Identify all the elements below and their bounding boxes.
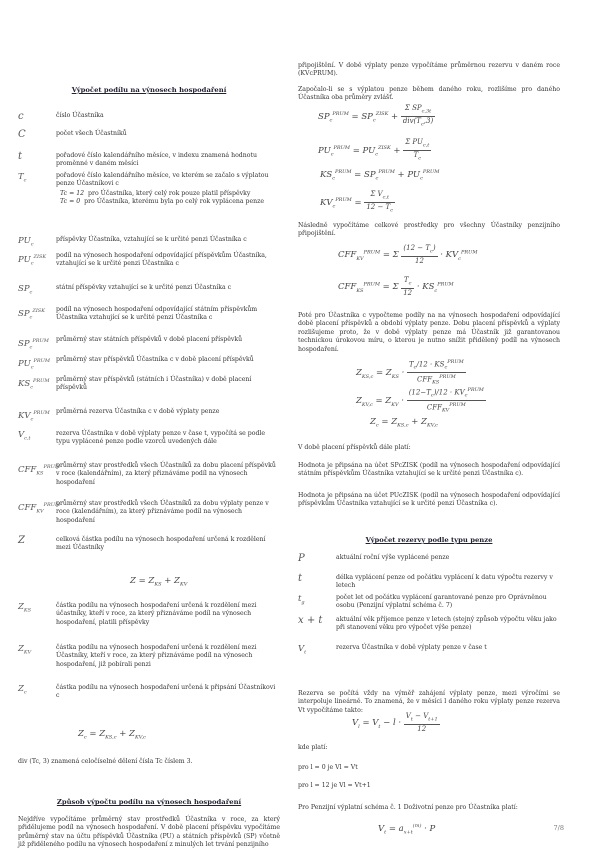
symbol: $PU_c$ (18, 236, 34, 248)
symbol: $CFF_{KV}^{PRUM}$ (18, 502, 61, 515)
symbol: $KS_c^{PRUM}$ (18, 378, 50, 391)
symbol-description: částka podílu na výnosech hospodaření určená k rozdělení mezi Účastníky, kteří v roce, za který přiznáváme podíl na výnosech hospodaření, již pobírali penzi (56, 644, 257, 668)
paragraph: připojištění. V době výplaty penze vypočítáme průměrnou rezervu v daném roce (KVcPRUM). (298, 62, 560, 78)
symbol: x + t (298, 615, 323, 626)
symbol: $t_g$ (298, 594, 305, 606)
paragraph: Následně vypočítáme celkové prostředky pro všechny Účastníky penzijního připojištění. (298, 222, 560, 238)
equation-cff-ks: $CFF_{KS}^{PRUM} = \Sigma$ $\frac{T_c}{12}$ · $KS_c^{PRUM}$ (338, 276, 454, 297)
symbol: $SP_c^{PRUM}$ (18, 338, 49, 351)
symbol: $SP_c^{ZISK}$ (18, 308, 45, 321)
page-number: 7/8 (553, 824, 564, 832)
symbol-description: celková částka podílu na výnosech hospodaření určená k rozdělení mezi Účastníky (56, 536, 266, 552)
symbol: $T_c$ (18, 172, 27, 184)
equation-zks-c: $Z_{KS,c} = Z_{KS}$ · $\frac{T_c/12 \cdot KS_c^{PRUM}}{CFF_{KS}^{PRUM}}$ (356, 359, 464, 386)
section-title-vypocet-podilu: Výpočet podílu na výnosech hospodaření (71, 86, 227, 94)
symbol-description: státní příspěvky vztahující se k určité penzi Účastníka c (56, 284, 232, 291)
symbol-description: pořadové číslo kalendářního měsíce, ve kterém se začalo s výplatou penze Účastníkovi c (56, 172, 269, 188)
tc-case: Tc = 0 pro Účastníka, kterému byla po celý rok vyplácena penze (60, 198, 265, 206)
hodnota-paragraph: Hodnota je připsána na účet SPcZISK (podíl na výnosech hospodaření odpovídající státním příspěvkům Účastníka vztahující se k určité penzi Účastníka c). (298, 462, 560, 478)
symbol-description: aktuální věk příjemce penze v letech (stejný způsob výpočtu věku jako při stanovení věku pro výpočet výše penze) (336, 616, 557, 632)
tc-cases (60, 190, 280, 207)
hodnota-paragraph: Hodnota je připsána na účet PUcZISK (podíl na výnosech hospodaření odpovídající příspěvkům Účastníka vztahující se k určité penzi Účastníka c). (298, 492, 560, 508)
div-note: div (Tc, 3) znamená celočíselné dělení čísla Tc číslem 3. (18, 758, 193, 765)
symbol: $Z_c$ (18, 684, 27, 696)
symbol: P (298, 553, 305, 564)
equation-vl: $V_l = V_t - l$ · $\frac{V_t - V_{t+1}}{12}$ (352, 712, 438, 733)
symbol-description: počet let od počátku vyplácení garantované penze pro Oprávněnou osobu (Penzijní výplatní schéma č. 7) (336, 594, 547, 610)
symbol: t (18, 151, 23, 162)
kde-label: kde platí: (298, 744, 328, 751)
symbol: Z (18, 535, 25, 546)
equation-cff-kv: $CFF_{KV}^{PRUM} = \Sigma$ $\frac{(12 - T_c)}{12}$ · $KV_c^{PRUM}$ (338, 244, 478, 265)
equation-vt: $V_t = a_{x+t}^{(m)} \cdot P$ (378, 823, 436, 836)
symbol-description: příspěvky Účastníka, vztahující se k určité penzi Účastníka c (56, 236, 247, 243)
case-line: pro l = 12 je Vl = Vt+1 (298, 782, 371, 789)
symbol-description: průměrný stav příspěvků (státních i Účastníka) v době placení příspěvků (56, 376, 252, 392)
equation-z: $Z = Z_{KS} + Z_{KV}$ (130, 576, 188, 588)
symbol-description: průměrná rezerva Účastníka c v době výplaty penze (56, 408, 220, 415)
symbol-description: průměrný stav prostředků všech Účastníků za dobu výplaty penze v roce (kalendářním), za který přiznáváme podíl na výnosech hospodaření (56, 500, 269, 524)
symbol: $Z_{KS}$ (18, 602, 32, 614)
symbol: $SP_c$ (18, 284, 33, 296)
symbol: c (18, 111, 24, 122)
paragraph: Rezerva se počítá vždy na výměř zahájení výplaty penze, mezi výročími se interpoluje lineárně. To znamená, že v měsíci l daného roku výplaty penze rezerva Vt vypočítáme takto: (298, 690, 560, 714)
symbol: $PU_c^{PRUM}$ (18, 358, 51, 371)
symbol-description: podíl na výnosech hospodaření odpovídající příspěvkům Účastníka, vztahující se k určité penzi Účastníka c (56, 252, 267, 268)
equation-pu: $PU_c^{PRUM} = PU_c^{ZISK}$ + $\frac{\Sigma PU_{c,t}}{T_c}$ (318, 138, 430, 162)
symbol: t (298, 573, 303, 584)
symbol: $CFF_{KS}^{PRUM}$ (18, 464, 60, 477)
equation-zc-sum: $Z_c = Z_{KS,c} + Z_{KV,c}$ (370, 417, 438, 429)
intro-paragraph: Nejdříve vypočítáme průměrný stav prostředků Účastníka v roce, za který přidělujeme podíl na výnosech hospodaření. V době placení příspěvku vypočítáme průměrný stav na účtu příspěvků Účastníka (PU) a státních příspěvků (SP) včetně již přiděleného podílu na výnosech hospodaření z minulých let trvání penzijního (18, 816, 280, 849)
symbol: $V_t$ (298, 644, 307, 656)
symbol-description: částka podílu na výnosech hospodaření určená k rozdělení mezi účastníky, kteří v roce, za který přiznáváme podíl na výnosech hospodaření, platili příspěvky (56, 602, 257, 626)
symbol-description: rezerva Účastníka v době výplaty penze v čase t (336, 644, 487, 651)
symbol-description: průměrný stav prostředků všech Účastníků za dobu placení příspěvků v roce (kalendářním), za který přiznáváme podíl na výnosech hospodaření (56, 462, 276, 486)
symbol-description: délka vyplácení penze od počátku vyplácení k datu výpočtu rezervy v letech (336, 574, 553, 590)
section-title-vypocet-rezervy: Výpočet rezervy podle typu penze (365, 536, 493, 544)
equation-zc: $Z_c = Z_{KS,c} + Z_{KV,c}$ (78, 729, 146, 741)
tc-case: Tc = 12 pro Účastníka, který celý rok pouze platil příspěvky (60, 190, 251, 197)
symbol-description: počet všech Účastníků (56, 130, 127, 137)
symbol: $KV_c^{PRUM}$ (18, 410, 50, 423)
symbol-description: rezerva Účastníka v době výplaty penze v čase t, vypočítá se podle typu vyplácené penze podle vzorců uvedených dále (56, 430, 266, 446)
symbol-description: průměrný stav státních příspěvků v době placení příspěvků (56, 336, 243, 343)
symbol-description: průměrný stav příspěvků Účastníka c v době placení příspěvků (56, 356, 254, 363)
symbol-description: částka podílu na výnosech hospodaření určená k připsání Účastníkovi c (56, 684, 276, 700)
symbol-description: pořadové číslo kalendářního měsíce, v indexu znamená hodnotu proměnné v daném měsíci (56, 152, 257, 168)
section-title-zpusob-vypoctu: Způsob výpočtu podílu na výnosech hospodaření (56, 798, 242, 806)
equation-kv: $KV_c^{PRUM}$ = $\frac{\Sigma V_{c,t}}{12 - T_c}$ (320, 190, 394, 214)
symbol: $PU_c^{ZISK}$ (18, 254, 47, 267)
equation-sp: $SP_c^{PRUM} = SP_c^{ZISK}$ + $\frac{\Sigma SP_{c,3t}}{div(T_c,3)}$ (318, 104, 434, 128)
paragraph: V době placení příspěvků dále platí: (298, 444, 411, 451)
paragraph: Pro Penzijní výplatní schéma č. 1 Doživotní penze pro Účastníka platí: (298, 804, 518, 811)
symbol: $Z_{KV}$ (18, 644, 32, 656)
equation-zkv-c: $Z_{KV,c} = Z_{KV}$ · $\frac{(12-T_c)/12 \cdot KV_c^{PRUM}}{CFF_{KV}^{PRUM}}$ (356, 387, 484, 414)
equation-ks: $KS_c^{PRUM} = SP_c^{PRUM} + PU_c^{PRUM}$ (320, 169, 440, 182)
paragraph: Poté pro Účastníka c vypočteme podíly na na výnosech hospodaření odpovídající době placení příspěvků a období výplaty penze. Dobu placení příspěvků a výplaty rozlišujeme proto, že v době výplaty penze má Účastník již garantovanou technickou úrokovou míru, o kterou je nutno snížit přidělený podíl na výnosech hospodaření. (298, 312, 560, 353)
case-line: pro l = 0 je Vl = Vt (298, 764, 358, 771)
paragraph: Započalo-li se s výplatou penze během daného roku, rozlišíme pro daného Účastníka oba průměry zvlášť. (298, 86, 560, 102)
symbol: $V_{c,t}$ (18, 430, 31, 442)
symbol-description: podíl na výnosech hospodaření odpovídající státním příspěvkům Účastníka vztahující se k určité penzi Účastníka c (56, 306, 258, 322)
symbol-description: číslo Účastníka (56, 112, 104, 119)
symbol-description: aktuální roční výše vyplácené penze (336, 554, 450, 561)
symbol: C (18, 129, 26, 140)
